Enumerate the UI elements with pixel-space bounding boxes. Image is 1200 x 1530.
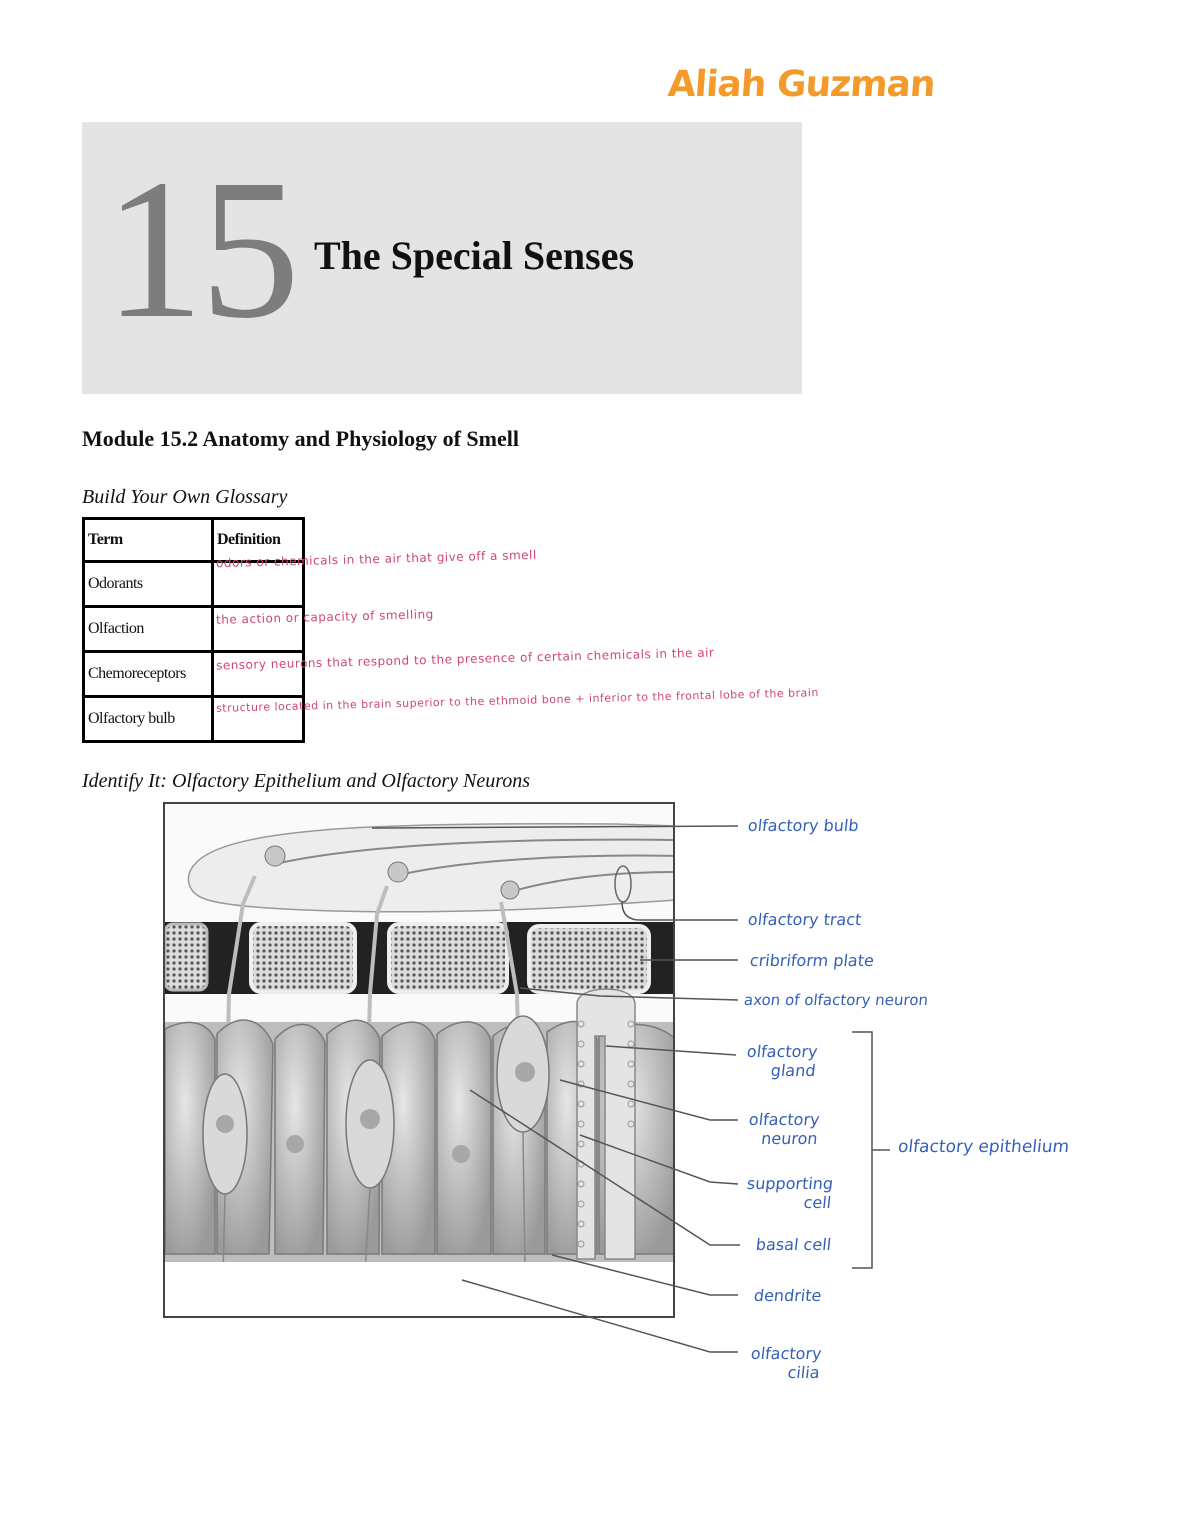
label-cribriform-plate: cribriform plate [749, 951, 875, 970]
label-line: olfactory [750, 1344, 823, 1363]
term-header: Term [84, 519, 213, 562]
handwritten-definition: odors or chemicals in the air that give off a smell [215, 547, 537, 571]
label-olfactory-neuron [746, 1110, 821, 1148]
label-dendrite: dendrite [753, 1286, 823, 1305]
label-supporting-cell [744, 1174, 834, 1212]
term-cell: Olfaction [84, 607, 213, 652]
label-line: cell [802, 1193, 833, 1212]
label-olfactory-epithelium: olfactory epithelium [897, 1137, 1071, 1157]
student-name: Aliah Guzman [666, 64, 936, 105]
chapter-title: The Special Senses [314, 233, 635, 278]
definition-header: Definition [213, 519, 304, 562]
label-line: supporting [746, 1174, 835, 1193]
label-line: olfactory [746, 1042, 819, 1061]
chapter-number: 15 [104, 139, 296, 360]
handwritten-definition: the action or capacity of smelling [215, 607, 434, 627]
label-line: olfactory [748, 1110, 821, 1129]
glossary-heading: Build Your Own Glossary [82, 486, 288, 508]
handwritten-definition: sensory neurons that respond to the presence of certain chemicals in the air [215, 645, 715, 673]
label-olfactory-cilia [748, 1344, 823, 1382]
term-cell: Odorants [84, 562, 213, 607]
label-line: gland [769, 1061, 817, 1080]
label-olfactory-bulb: olfactory bulb [747, 816, 860, 835]
term-cell: Olfactory bulb [84, 697, 213, 742]
term-cell: Chemoreceptors [84, 652, 213, 697]
module-heading: Module 15.2 Anatomy and Physiology of Smell [82, 426, 519, 451]
figure-heading: Identify It: Olfactory Epithelium and Olfactory Neurons [82, 770, 531, 792]
label-line: cilia [786, 1363, 821, 1382]
label-basal-cell: basal cell [755, 1235, 833, 1254]
label-olfactory-tract: olfactory tract [747, 910, 863, 929]
label-axon: axon of olfactory neuron [743, 991, 929, 1009]
label-line: neuron [760, 1129, 819, 1148]
label-olfactory-gland [744, 1042, 819, 1080]
handwritten-definition: structure located in the brain superior to the ethmoid bone + inferior to the frontal lobe of the brain [215, 686, 820, 715]
